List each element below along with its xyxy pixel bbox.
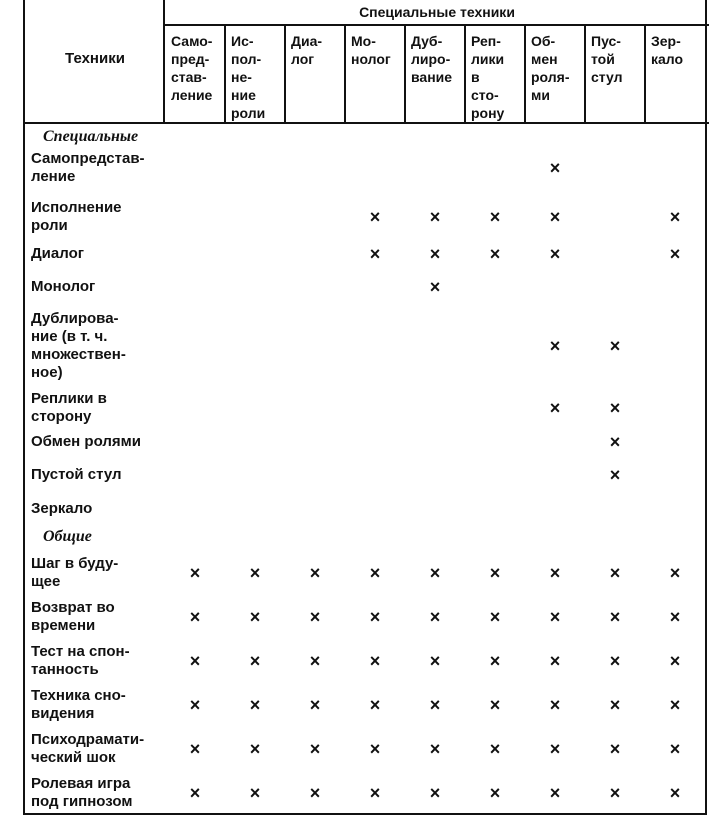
cross-mark: × [669, 783, 681, 803]
column-header: Пус- той стул [591, 33, 623, 85]
cross-mark: × [549, 695, 561, 715]
cross-mark: × [549, 207, 561, 227]
cross-mark: × [549, 783, 561, 803]
cross-mark: × [609, 695, 621, 715]
cross-mark: × [369, 783, 381, 803]
row-label: Самопредстав- ление [31, 150, 145, 185]
cross-mark: × [609, 607, 621, 627]
column-divider [524, 24, 526, 122]
cross-mark: × [669, 739, 681, 759]
cross-mark: × [669, 651, 681, 671]
column-divider [224, 24, 226, 122]
cross-mark: × [609, 739, 621, 759]
row-label: Тест на спон- танность [31, 643, 130, 678]
row-label: Психодрамати- ческий шок [31, 731, 145, 766]
cross-mark: × [249, 783, 261, 803]
row-label: Дублирова- ние (в т. ч. множествен- ное) [31, 310, 126, 381]
cross-mark: × [489, 739, 501, 759]
column-divider [464, 24, 466, 122]
cross-mark: × [249, 739, 261, 759]
cross-mark: × [429, 244, 441, 264]
column-header: Само- пред- став- ление [171, 33, 213, 103]
cross-mark: × [609, 336, 621, 356]
cross-mark: × [489, 783, 501, 803]
cross-mark: × [249, 651, 261, 671]
column-divider [284, 24, 286, 122]
cross-mark: × [489, 607, 501, 627]
cross-mark: × [549, 563, 561, 583]
cross-mark: × [609, 398, 621, 418]
cross-mark: × [189, 607, 201, 627]
column-divider [584, 24, 586, 122]
cross-mark: × [669, 563, 681, 583]
cross-mark: × [429, 739, 441, 759]
column-divider [344, 24, 346, 122]
cross-mark: × [549, 398, 561, 418]
cross-mark: × [489, 563, 501, 583]
cross-mark: × [249, 607, 261, 627]
cross-mark: × [249, 563, 261, 583]
header-bottom-line [25, 122, 709, 124]
cross-mark: × [489, 207, 501, 227]
row-label: Диалог [31, 245, 84, 262]
cross-mark: × [669, 607, 681, 627]
cross-mark: × [429, 607, 441, 627]
cross-mark: × [609, 783, 621, 803]
cross-mark: × [489, 651, 501, 671]
row-label: Обмен ролями [31, 433, 141, 450]
cross-mark: × [609, 432, 621, 452]
cross-mark: × [189, 563, 201, 583]
cross-mark: × [429, 563, 441, 583]
cross-mark: × [189, 651, 201, 671]
row-label: Шаг в буду- щее [31, 555, 119, 590]
cross-mark: × [669, 695, 681, 715]
techniques-column-header: Техники [65, 50, 125, 67]
cross-mark: × [609, 465, 621, 485]
cross-mark: × [489, 695, 501, 715]
column-divider [644, 24, 646, 122]
cross-mark: × [369, 739, 381, 759]
cross-mark: × [309, 695, 321, 715]
cross-mark: × [189, 739, 201, 759]
column-divider [404, 24, 406, 122]
cross-mark: × [429, 277, 441, 297]
header-divider [165, 24, 709, 26]
column-header: Дуб- лиро- вание [411, 33, 453, 85]
cross-mark: × [309, 739, 321, 759]
cross-mark: × [369, 563, 381, 583]
cross-mark: × [309, 651, 321, 671]
column-header: Диа- лог [291, 33, 323, 67]
cross-mark: × [369, 244, 381, 264]
row-label: Реплики в сторону [31, 390, 107, 425]
column-header: Зер- кало [651, 33, 684, 67]
cross-mark: × [369, 695, 381, 715]
cross-mark: × [549, 607, 561, 627]
techniques-table [23, 0, 707, 815]
cross-mark: × [549, 244, 561, 264]
cross-mark: × [189, 783, 201, 803]
column-header: Реп- лики в сто- рону [471, 33, 505, 121]
cross-mark: × [669, 207, 681, 227]
row-label: Зеркало [31, 500, 93, 517]
cross-mark: × [669, 244, 681, 264]
cross-mark: × [549, 158, 561, 178]
cross-mark: × [429, 783, 441, 803]
cross-mark: × [609, 651, 621, 671]
cross-mark: × [429, 695, 441, 715]
row-label: Пустой стул [31, 466, 122, 483]
cross-mark: × [549, 739, 561, 759]
cross-mark: × [249, 695, 261, 715]
cross-mark: × [549, 651, 561, 671]
row-label: Монолог [31, 278, 96, 295]
cross-mark: × [369, 207, 381, 227]
cross-mark: × [429, 207, 441, 227]
cross-mark: × [369, 651, 381, 671]
cross-mark: × [309, 563, 321, 583]
column-header: Об- мен роля- ми [531, 33, 570, 103]
cross-mark: × [309, 783, 321, 803]
cross-mark: × [429, 651, 441, 671]
cross-mark: × [309, 607, 321, 627]
column-header: Ис- пол- не- ние роли [231, 33, 266, 121]
cross-mark: × [489, 244, 501, 264]
cross-mark: × [369, 607, 381, 627]
cross-mark: × [609, 563, 621, 583]
row-label: Техника сно- видения [31, 687, 126, 722]
column-header: Мо- нолог [351, 33, 391, 67]
row-label: Возврат во времени [31, 599, 115, 634]
cross-mark: × [549, 336, 561, 356]
section-general-title: Общие [43, 528, 92, 545]
section-special-title: Специальные [43, 128, 139, 145]
row-label: Ролевая игра под гипнозом [31, 775, 133, 810]
row-label: Исполнение роли [31, 199, 122, 234]
special-techniques-header: Специальные техники [359, 4, 515, 20]
cross-mark: × [189, 695, 201, 715]
